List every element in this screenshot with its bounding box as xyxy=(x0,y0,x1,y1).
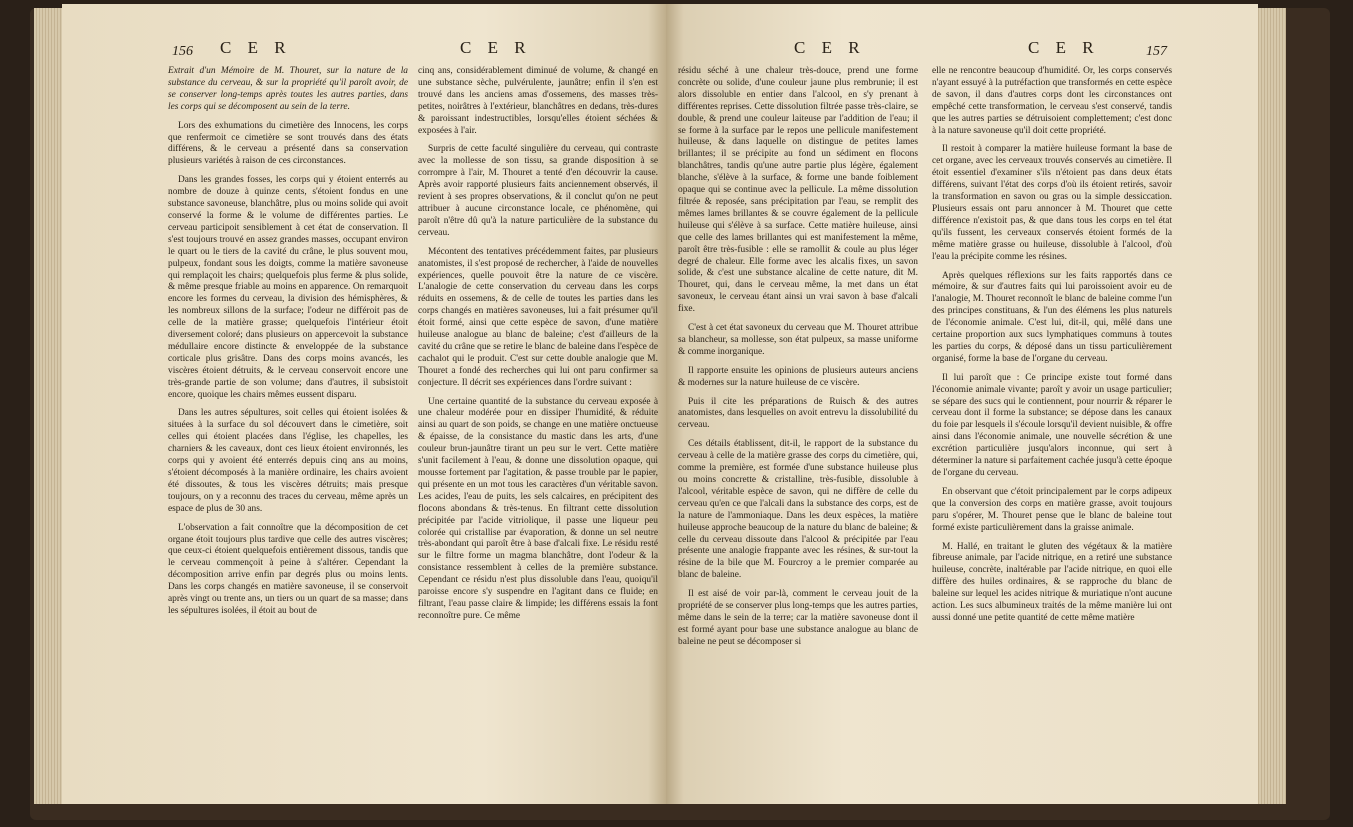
paragraph: Puis il cite les préparations de Ruisch & des autres anatomistes, dans lesquelles on avoit entrevu la dissolubilité du cerveau. xyxy=(678,396,918,431)
paragraph: C'est à cet état savoneux du cerveau que M. Thouret attribue sa blancheur, sa mollesse, son état pulpeux, sa masse uniforme & comme inorganique. xyxy=(678,323,918,357)
paragraph: Après quelques réflexions sur les faits rapportés dans ce mémoire, & sur d'autres faits qui lui paroissoient avoir eu de l'analogie, M. Thouret reconnoît le blanc de baleine comme l'un des principes constituans, & l'un des élémens les plus naturels de l'économie animale. C'est lui, dit-il, qui, mêlé dans une certaine proportion aux sucs lymphatiques communs à toutes les parties du corps, & déposé dans un tissu particulièrement organisé, forme la base de l'organe du cerveau. xyxy=(932,270,1172,364)
paragraph: En observant que c'étoit principalement par le corps adipeux que la conversion des corps en matière grasse, avoit toujours paru s'opérer, M. Thouret pense que le blanc de baleine tout formé existe particulièrement dans la graisse animale. xyxy=(932,486,1172,533)
left-column xyxy=(678,66,918,656)
paragraph: Ces détails établissent, dit-il, le rapport de la substance du cerveau à celle de la matière grasse des corps du cimetière, qui, comme la première, est formée d'une substance huileuse plus ou moins concrette & cristalline, très-fusible, dissoluble à l'alcool, véritable espèce de savon, qui ne diffère de celle du cerveau qu'en ce que l'alcali dans la substance des corps, est de la nature de l'ammoniaque. Dans les deux espèces, la matière huileuse approche beaucoup de la nature du blanc de baleine; & celle du cerveau dissoute dans l'alcool & précipitée par l'eau présente une analogie frappante avec les résines, & sur-tout la résine de la bile que M. Fourcroy a le premier comparée au blanc de baleine. xyxy=(678,439,918,581)
right-page xyxy=(666,4,1258,804)
paragraph: Il lui paroît que : Ce principe existe tout formé dans l'économie animale vivante; paroît y avoir un usage particulier; se sépare des sucs qui le contiennent, pour nourrir & réparer le cerveau dont il forme la substance; se dépose dans les canaux du foie par lesquels il s'écoule lorsqu'il devient nuisible, & offre ainsi dans l'économie animale, une nouvelle sécrétion & une excrétion particulière jusqu'alors inconnue, qui sert à déterminer la nature si parfaitement cachée jusqu'à cette époque de l'organe du cerveau. xyxy=(932,372,1172,478)
paragraph: Dans les autres sépultures, soit celles qui étoient isolées & situées à la surface du sol découvert dans le cimetière, soit celles qui étoient placées dans l'église, les chapelles, les charniers & les caveaux, dont ces lieux étoient environnés, les corps qui y avoient été enterrés depuis cinq ans au moins, s'étoient décomposés à la manière ordinaire, les chairs avoient été dissoutes, & tous les viscères détruits; mais presque toujours, on y a reconnu des traces du cerveau, même après un espace de plus de 30 ans. xyxy=(168,408,408,514)
left-page xyxy=(62,4,666,804)
paragraph: Il rapporte ensuite les opinions de plusieurs auteurs anciens & modernes sur la nature huileuse de ce viscère. xyxy=(678,365,918,388)
right-page-edges xyxy=(1256,8,1286,804)
paragraph: Lors des exhumations du cimetière des Innocens, les corps que renfermoit ce cimetière se sont trouvés dans des états différens, & le cerveau a présenté dans sa conservation plusieurs variétés à raison de ces circonstances. xyxy=(168,120,408,167)
left-column xyxy=(168,66,408,625)
page-number: 157 xyxy=(1146,44,1167,59)
paragraph: Il restoit à comparer la matière huileuse formant la base de cet organe, avec les cerveaux trouvés conservés au cimetière. Il étoit essentiel d'examiner s'ils n'étoient pas dans deux états différens, suivant l'état des corps d'où ils étoient retirés, savoir la transformation en savon ou gras ou la simple dessiccation. Plusieurs essais ont paru annoncer à M. Thouret que cette différence n'existoit pas, & que dans tous les corps en tel état qu'ils fussent, les cerveaux conservés étoient formés de la même matière grasse ou huileuse, dissoluble à l'alcool, d'où l'eau la précipite comme les résines. xyxy=(932,144,1172,262)
paragraph: L'observation a fait connoître que la décomposition de cet organe étoit toujours plus tardive que celle des autres viscères; que ceux-ci étoient quelquefois entièrement dissous, tandis que le cerveau commençoit à peine à s'altérer. Cependant la décomposition arrive enfin par degrés plus ou moins lents. Dans les corps changés en matière savoneuse, il se conservoit après vingt ou trente ans, un tiers ou un quart de sa masse; dans les sépultures isolées, il étoit au bout de xyxy=(168,522,408,616)
paragraph: cinq ans, considérablement diminué de volume, & changé en une substance sèche, pulvérulente, jaunâtre; enfin il s'en est trouvé dans les anciens amas d'ossemens, des masses très-petites, noirâtres à l'extérieur, blanchâtres en dedans, très-dures & paroissant indestructibles, lorsqu'elles étoient séchées & exposées à l'air. xyxy=(418,66,658,136)
paragraph: Extrait d'un Mémoire de M. Thouret, sur la nature de la substance du cerveau, & sur la propriété qu'il paroît avoir, de se conserver long-temps après toutes les autres parties, dans les corps qui se décomposent au sein de la terre. xyxy=(168,66,408,112)
paragraph: Mécontent des tentatives précédemment faites, par plusieurs anatomistes, il s'est proposé de rechercher, à l'aide de nouvelles expériences, quelle pouvoit être la nature de ce viscère. L'analogie de cette conservation du cerveau dans les corps réduits en ossemens, & de celle de toutes les parties dans les corps changés en matières savoneuses, lui a fait présumer qu'il étoit formé, ainsi que cette espèce de savon, d'une matière huileuse analogue au blanc de baleine; c'est d'ailleurs de la cavité du crâne que se retire le blanc de baleine dans l'espèce de cachalot qui le produit. C'est sur cette double analogie que M. Thouret a fondé des recherches qui lui ont paru confirmer sa conjecture. Il décrit ses expériences dans l'ordre suivant : xyxy=(418,246,658,388)
running-head-left: C E R xyxy=(220,38,292,57)
paragraph: Dans les grandes fosses, les corps qui y étoient enterrés au nombre de douze à quinze cents, s'étoient fondus en une substance savoneuse, blanchâtre, plus ou moins solide qui avoit conservé la forme & le volume de différentes parties. Le cerveau participoit sensiblement à cet état de conservation. Il s'est toujours trouvé en assez grandes masses, occupant environ le quart ou le tiers de la cavité du crâne, le plus souvent mou, pulpeux, fondant sous les doigts, comme la matière savoneuse qui remplaçoit les chairs; quelquefois plus ferme & plus solide, & même presque friable au moins en apparence. On remarquoit encore les formes du cerveau, la division des hémisphères, & les nombreux sillons de la surface; l'odeur ne différoit pas de celle de la matière grasse; quelquefois l'intérieur étoit diversement coloré; dans plusieurs on appercevoit la substance médullaire encore distincte & enveloppée de la substance corticale plus grisâtre. Dans des corps moins avancés, les viscères étoient détruits, & le cerveau conservoit encore une très-grande partie de son volume; dans d'autres, il subsistoit encore, quoique les chairs mêmes eussent disparu. xyxy=(168,175,408,400)
paragraph: elle ne rencontre beaucoup d'humidité. Or, les corps conservés n'ayant essuyé à la putréfaction que transformés en cette espèce de savon, il dans d'autres corps dont les circonstances ont empêché cette transformation, le cerveau s'est conservé, tandis que les autres parties se détruisoient complettement; c'est donc à la nature savoneuse qu'il doit cette propriété. xyxy=(932,66,1172,136)
left-page-edges xyxy=(34,8,64,804)
running-head-left: C E R xyxy=(794,38,866,57)
paragraph: Surpris de cette faculté singulière du cerveau, qui contraste avec la mollesse de son tissu, sa grande disposition à se corrompre à l'air, M. Thouret a tenté d'en découvrir la cause. Après avoir rapporté plusieurs faits anciennement observés, il revient à ses propres observations, & il conclut qu'on ne peut attribuer à aucune circonstance locale, ce phénomène, qui paroît n'être dû qu'à la nature particulière de la substance du cerveau. xyxy=(418,144,658,238)
paragraph: Une certaine quantité de la substance du cerveau exposée à une chaleur modérée pour en dissiper l'humidité, & réduite ainsi au quart de son poids, se change en une matière onctueuse & épaisse, de la consistance du mastic dans les arts, d'une couleur brun-jaunâtre tirant un peu sur le vert. Cette matière s'unit facilement à l'eau, & donne une dissolution opaque, qui mousse fortement par l'agitation, & passe trouble par le papier, qui présente en un mot tous les caractères d'un véritable savon. Les acides, l'eau de puits, les sels calcaires, en précipitent des flocons abondans & très-tenus. En filtrant cette dissolution précipitée par l'acide vitriolique, il passe une liqueur peu colorée qui cristallise par évaporation, & donne un sel neutre très-abondant qui paroît être à base d'alcali fixe. Le résidu resté sur le filtre forme un magma blanchâtre, dont l'odeur & la consistance ressemblent à celles de la première substance. Cependant ce résidu n'est plus dissoluble dans l'eau, quoiqu'il paroisse encore s'y suspendre en l'agitant dans ce fluide; en filtrant, l'eau passe claire & limpide; les différens essais la font reconnoître pure. Ce même xyxy=(418,396,658,621)
page-number: 156 xyxy=(172,44,193,59)
right-column xyxy=(932,66,1172,632)
right-column xyxy=(418,66,658,630)
running-head-right: C E R xyxy=(460,38,532,57)
paragraph: Il est aisé de voir par-là, comment le cerveau jouit de la propriété de se conserver plus long-temps que les autres parties, même dans le sein de la terre; car la matière savoneuse dont il est formé ayant pour base une substance analogue au blanc de baleine ne peut se décomposer si xyxy=(678,589,918,647)
paragraph: M. Hallé, en traitant le gluten des végétaux & la matière fibreuse animale, par l'acide nitrique, en a retiré une substance huileuse, concrète, inaltérable par l'acide nitrique, en quoi elle diffère des huiles ordinaires, & se rapproche du blanc de baleine sur lequel les acides nitrique & muriatique n'ont aucune action. Les sucs albumineux traités de la même manière lui ont aussi donné une petite quantité de cette même matière xyxy=(932,541,1172,623)
running-head-right: C E R xyxy=(1028,38,1100,57)
paragraph: résidu séché à une chaleur très-douce, prend une forme concrète ou solide, d'une couleur jaune plus rembrunie; il est alors dissoluble en entier dans l'alcool, en s'y prenant à différentes reprises. Cette dissolution filtrée passe très-claire, se double, & prend une couleur laiteuse par l'addition de l'eau; il se forme à la surface par le repos une pellicule manifestement huileuse, & dans laquelle on distingue de petites lames brillantes; il se précipite au fond un sédiment en flocons blanchâtres, tandis qu'une autre partie plus légère, également blanche, s'élève à la surface, & forme une bande foiblement opaque qui se continue avec la pellicule. La même dissolution filtrée & reposée, sans précipitation par l'eau, se remplit des mêmes lames brillantes & se couvre également de la pellicule huileuse qui s'élève à sa surface. Cette matière huileuse, ainsi que celle des lames brillantes qui est manifestement la même, paroît être très-fusible : elle se ramollit & coule au plus léger degré de chaleur. Elle forme avec les alcalis fixes, un savon solide, & c'est une substance alcaline de cette nature, dit M. Thouret, qui, dans le cerveau même, la met dans un état savoneux, le cerveau étant ainsi un vrai savon à base d'alcali fixe. xyxy=(678,66,918,315)
